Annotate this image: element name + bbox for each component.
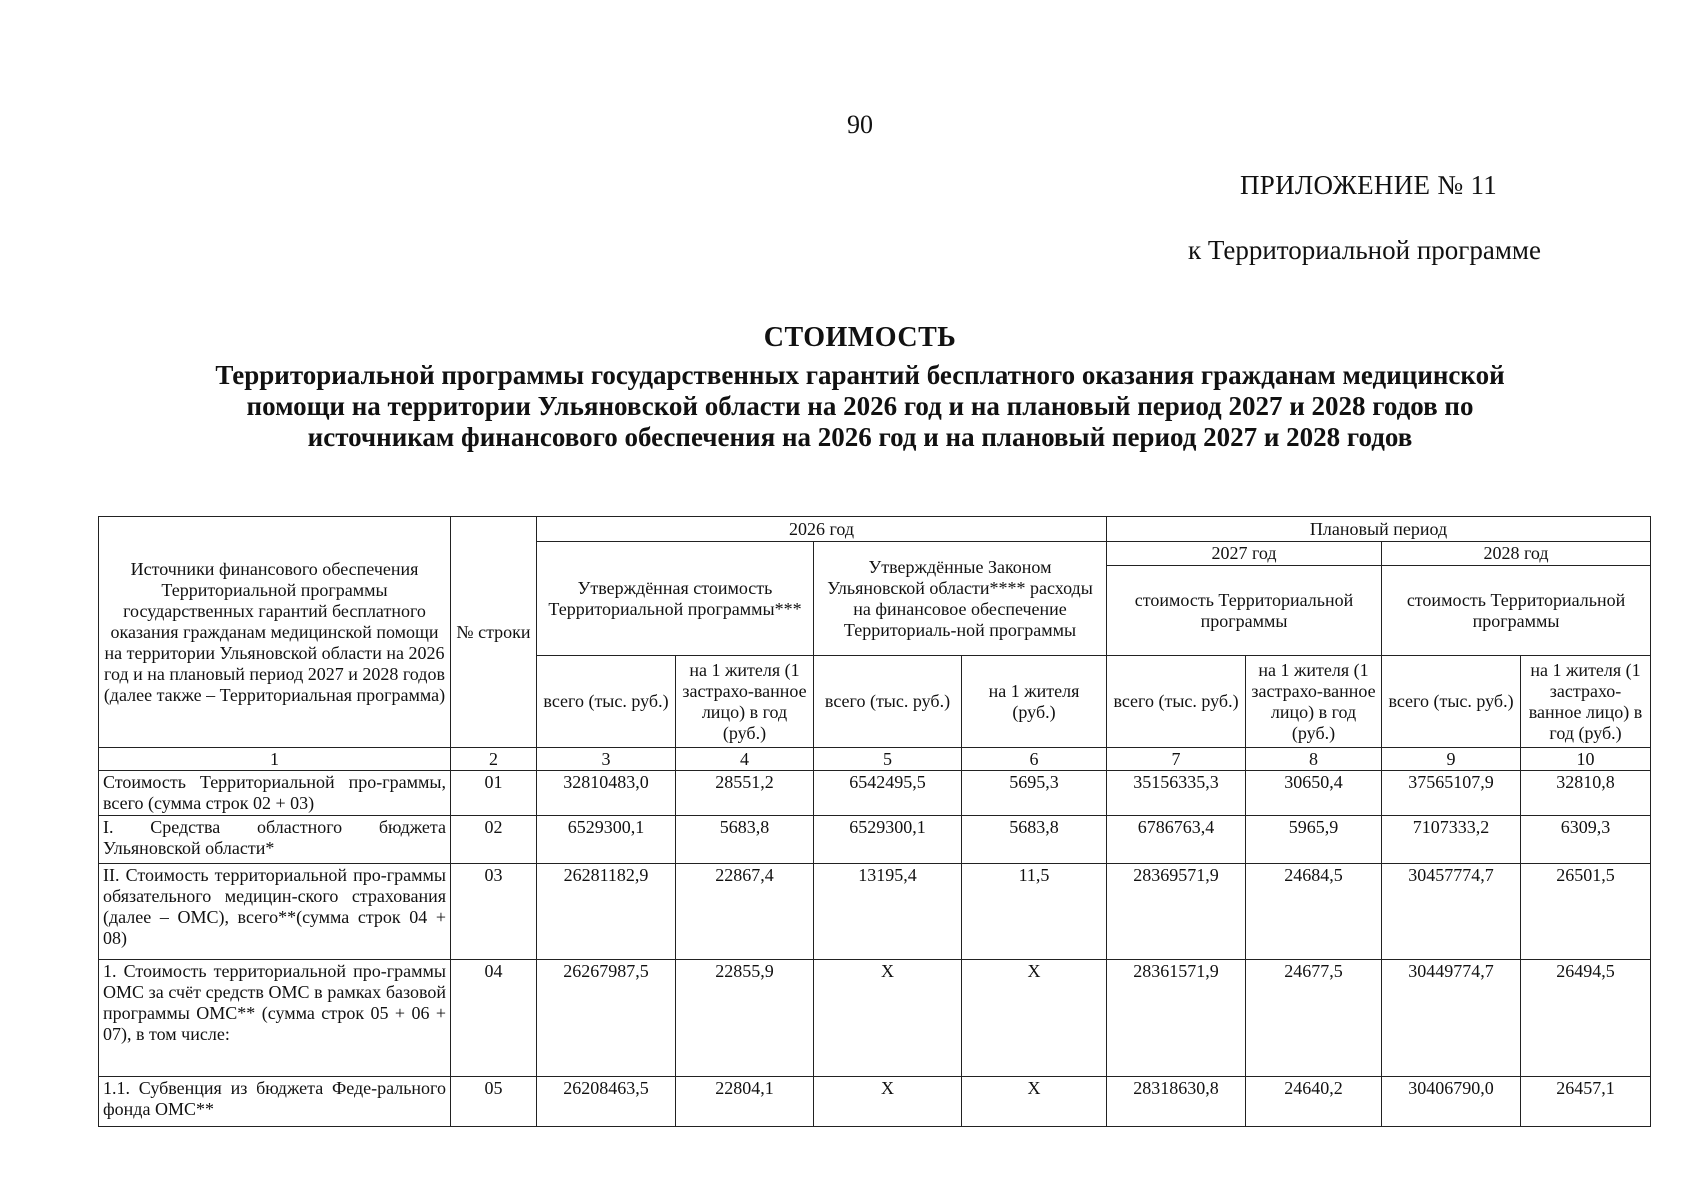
row-number: 02: [451, 816, 537, 864]
cell-value: 37565107,9: [1382, 771, 1521, 816]
document-subtitle: Территориальной программы государственных гарантий бесплатного оказания гражданам медицинской помощи на территории Ульяновской области на 2026 год и на плановый период 2027 и 2028 годов по источникам финансового обеспечения на 2026 год и на плановый период 2027 и 2028 годов: [215, 360, 1505, 452]
cell-value: 28369571,9: [1107, 864, 1246, 960]
cell-value: 30650,4: [1246, 771, 1382, 816]
cell-value: 11,5: [962, 864, 1107, 960]
page-number: 90: [847, 110, 873, 139]
appendix-label: ПРИЛОЖЕНИЕ № 11: [1240, 170, 1498, 200]
cell-value: 28361571,9: [1107, 960, 1246, 1077]
cell-value: 26281182,9: [537, 864, 676, 960]
row-label: 1.1. Субвенция из бюджета Феде-рального фонда ОМС**: [99, 1077, 451, 1127]
cell-value: 26208463,5: [537, 1077, 676, 1127]
cell-value: 26494,5: [1521, 960, 1651, 1077]
column-number-row: [99, 748, 1651, 771]
header-program-cost-2028: стоимость Территориальной программы: [1382, 566, 1651, 656]
header-source: Источники финансового обеспечения Территориальной программы государственных гарантий бесплатного оказания гражданам медицинской помощи на территории Ульяновской области на 2026 год и на плановый период 2027 и 2028 годов (далее также – Территориальная программа): [99, 517, 451, 748]
column-number: 3: [537, 748, 676, 771]
table-row: [99, 864, 1651, 960]
cell-value: 22867,4: [676, 864, 814, 960]
column-number: 8: [1246, 748, 1382, 771]
cell-value: Х: [814, 960, 962, 1077]
column-number: 10: [1521, 748, 1651, 771]
cell-value: 5683,8: [676, 816, 814, 864]
cell-value: 6309,3: [1521, 816, 1651, 864]
column-number: 4: [676, 748, 814, 771]
row-label: II. Стоимость территориальной про-граммы обязательного медицин-ского страхования (далее – ОМС), всего**(сумма строк 04 + 08): [99, 864, 451, 960]
row-number: 05: [451, 1077, 537, 1127]
table-row: [99, 771, 1651, 816]
header-per-resident-2028: на 1 жителя (1 застрахо-ванное лицо) в год (руб.): [1521, 656, 1651, 748]
cost-table-container: [98, 516, 1650, 1127]
document-title: СТОИМОСТЬ: [763, 322, 957, 353]
cell-value: 6529300,1: [814, 816, 962, 864]
column-number: 7: [1107, 748, 1246, 771]
header-per-resident-2027: на 1 жителя (1 застрахо-ванное лицо) в год (руб.): [1246, 656, 1382, 748]
cell-value: 6529300,1: [537, 816, 676, 864]
cost-table: [98, 516, 1651, 1127]
cell-value: 22804,1: [676, 1077, 814, 1127]
table-row: [99, 816, 1651, 864]
cell-value: 24677,5: [1246, 960, 1382, 1077]
appendix-subtitle: к Территориальной программе: [1188, 235, 1541, 265]
cell-value: 26267987,5: [537, 960, 676, 1077]
column-number: 9: [1382, 748, 1521, 771]
cell-value: 22855,9: [676, 960, 814, 1077]
cell-value: 5683,8: [962, 816, 1107, 864]
cell-value: 26457,1: [1521, 1077, 1651, 1127]
column-number: 1: [99, 748, 451, 771]
table-row: [99, 1077, 1651, 1127]
cell-value: 30406790,0: [1382, 1077, 1521, 1127]
cell-value: 24640,2: [1246, 1077, 1382, 1127]
header-total-2026: всего (тыс. руб.): [537, 656, 676, 748]
cell-value: 24684,5: [1246, 864, 1382, 960]
header-total-2028: всего (тыс. руб.): [1382, 656, 1521, 748]
header-year-2026: 2026 год: [537, 517, 1107, 542]
header-row-number: № строки: [451, 517, 537, 748]
cell-value: 32810483,0: [537, 771, 676, 816]
header-approved-law: Утверждённые Законом Ульяновской области**** расходы на финансовое обеспечение Территориаль-ной программы: [814, 542, 1107, 656]
cell-value: 5965,9: [1246, 816, 1382, 864]
cell-value: 28318630,8: [1107, 1077, 1246, 1127]
header-planned-period: Плановый период: [1107, 517, 1651, 542]
header-approved-cost: Утверждённая стоимость Территориальной программы***: [537, 542, 814, 656]
cell-value: 30449774,7: [1382, 960, 1521, 1077]
cell-value: 6786763,4: [1107, 816, 1246, 864]
row-number: 03: [451, 864, 537, 960]
row-number: 01: [451, 771, 537, 816]
column-number: 5: [814, 748, 962, 771]
cell-value: 13195,4: [814, 864, 962, 960]
header-program-cost-2027: стоимость Территориальной программы: [1107, 566, 1382, 656]
header-year-2028: 2028 год: [1382, 542, 1651, 566]
row-number: 04: [451, 960, 537, 1077]
header-year-2027: 2027 год: [1107, 542, 1382, 566]
cell-value: 28551,2: [676, 771, 814, 816]
column-number: 2: [451, 748, 537, 771]
cell-value: 30457774,7: [1382, 864, 1521, 960]
row-label: Стоимость Территориальной про-граммы, всего (сумма строк 02 + 03): [99, 771, 451, 816]
cell-value: Х: [962, 1077, 1107, 1127]
table-row: [99, 960, 1651, 1077]
cell-value: Х: [962, 960, 1107, 1077]
header-total-2027: всего (тыс. руб.): [1107, 656, 1246, 748]
cell-value: 7107333,2: [1382, 816, 1521, 864]
header-total-law: всего (тыс. руб.): [814, 656, 962, 748]
column-number: 6: [962, 748, 1107, 771]
cell-value: 6542495,5: [814, 771, 962, 816]
header-per-resident-law: на 1 жителя (руб.): [962, 656, 1107, 748]
cell-value: 35156335,3: [1107, 771, 1246, 816]
cell-value: Х: [814, 1077, 962, 1127]
row-label: I. Средства областного бюджета Ульяновской области*: [99, 816, 451, 864]
header-per-resident-2026: на 1 жителя (1 застрахо-ванное лицо) в год (руб.): [676, 656, 814, 748]
cell-value: 5695,3: [962, 771, 1107, 816]
row-label: 1. Стоимость территориальной про-граммы ОМС за счёт средств ОМС в рамках базовой программы ОМС** (сумма строк 05 + 06 + 07), в том числе:: [99, 960, 451, 1077]
cell-value: 32810,8: [1521, 771, 1651, 816]
cell-value: 26501,5: [1521, 864, 1651, 960]
